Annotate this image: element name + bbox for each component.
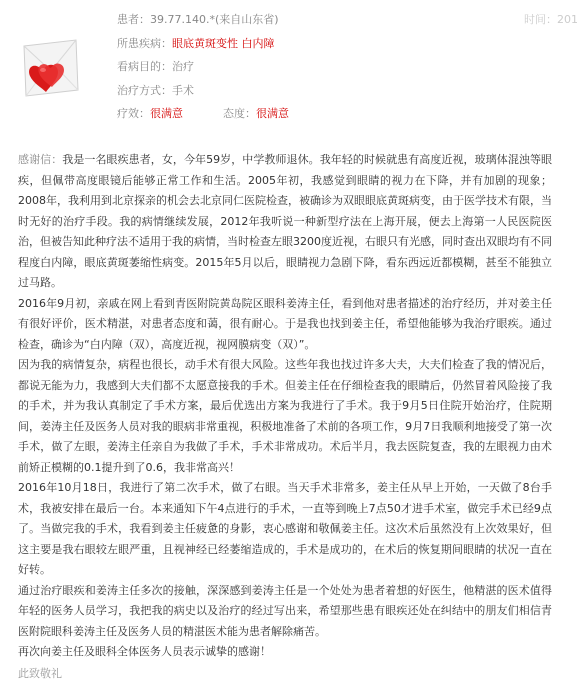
disease-row: [117, 32, 577, 56]
letter-paragraph: 因为我的病情复杂，病程也很长，动手术有很大风险。这些年我也找过许多大夫，大夫们检查了我的情况后，都说无能为力，我感到大夫们都不太愿意接我的手术。但姜主任在仔细检查我的眼睛后，仍然冒着风险接了我的手术，并为我认真制定了手术方案，最后优选出方案为我进行了手术。我于9月5日住院开始治疗，住院期间，姜涛主任及医务人员对我的眼病非常重视，积极地准备了术前的各项工作，9月7日我顺利地接受了第一次手术，做了左眼，姜涛主任亲自为我做了手术，手术非常成功。术后半月，我去医院复查，我的左眼视力由术前矫正模糊的0.1提升到了0.6，我非常高兴！: [18, 358, 552, 474]
time-label: 时间：: [524, 13, 557, 26]
purpose-label: 看病目的：: [117, 60, 172, 73]
envelope-heart-icon: [20, 38, 80, 100]
time-value: 201: [557, 13, 578, 26]
method-label: 治疗方式：: [117, 83, 172, 97]
effect-value: 很满意: [150, 107, 183, 120]
letter-closing-cut: [18, 667, 218, 680]
letter-paragraph: [18, 150, 552, 294]
method-value: 手术: [172, 83, 194, 97]
patient-value: 39.77.140.*(来自山东省): [150, 13, 279, 26]
method-row: [117, 79, 577, 103]
review-info: [117, 8, 577, 126]
thank-you-letter: [18, 150, 552, 663]
letter-closing: 此致敬礼: [18, 667, 62, 680]
effect-label: 疗效：: [117, 107, 150, 120]
review-time: [524, 8, 578, 31]
letter-label: 感谢信：: [18, 153, 63, 166]
letter-paragraph: 2016年10月18日，我进行了第二次手术，做了右眼。当天手术非常多，姜主任从早上开始，一天做了8台手术，我被安排在最后一台。本来通知下午4点进行的手术，一直等到晚上7点50才进手术室，做完手术已经9点了。当做完我的手术，我看到姜主任疲惫的身影，衷心感谢和敬佩姜主任。这次术后虽然没有上次效果好，但这主要是我右眼较左眼严重，且视神经已经萎缩造成的，手术是成功的，在术后的恢复期间眼睛的状况一直在好转。: [18, 481, 552, 576]
attitude-value: 很满意: [256, 107, 289, 120]
rating-row: [117, 102, 577, 126]
patient-row: [117, 8, 577, 32]
attitude-label: 态度：: [223, 107, 256, 120]
review-header: [0, 0, 580, 130]
purpose-value: 治疗: [172, 60, 194, 73]
letter-paragraph: 再次向姜主任及眼科全体医务人员表示诚挚的感谢！: [18, 645, 271, 658]
purpose-row: [117, 55, 577, 79]
disease-value[interactable]: 眼底黄斑变性 白内障: [172, 36, 275, 50]
disease-label: 所患疾病：: [117, 36, 172, 50]
letter-text: 我是一名眼疾患者，女，今年59岁，中学教师退休。我年轻的时候就患有高度近视，玻璃体混浊等眼疾，但佩带高度眼镜后能够正常工作和生活。2005年初，我感觉到眼睛的视力在下降，并有加剧的现象；2008年，我利用到北京探亲的机会去北京同仁医院检查，被确诊为双眼眼底黄斑病变，由于医学技术有限，当时无好的治疗手段。我的病情继续发展，2012年我听说一种新型疗法在上海开展，便去上海第一人民医院医治，但被告知此种疗法不适用于我的病情，当时检查左眼3200度近视，右眼只有光感，同时查出双眼均有不同程度白内障，眼底黄斑萎缩性病变。2015年5月以后，眼睛视力急剧下降，看东西远近都模糊，甚至不能独立过马路。: [18, 153, 553, 289]
letter-paragraph: 通过治疗眼疾和姜涛主任多次的接触，深深感到姜涛主任是一个处处为患者着想的好医生，他精湛的医术值得年轻的医务人员学习，我把我的病史以及治疗的经过写出来，希望那些患有眼疾还处在纠结中的朋友们相信青医附院眼科姜涛主任及医务人员的精湛医术能为患者解除痛苦。: [18, 583, 552, 638]
patient-label: 患者：: [117, 13, 150, 26]
letter-paragraph: 2016年9月初，亲戚在网上看到青医附院黄岛院区眼科姜涛主任，看到他对患者描述的治疗经历，并对姜主任有很好评价，医术精湛，对患者态度和蔼，很有耐心。于是我也找到姜主任，希望他能够为我治疗眼疾。通过检查，确诊为“白内障（双），高度近视，视网膜病变（双）”。: [18, 296, 552, 351]
